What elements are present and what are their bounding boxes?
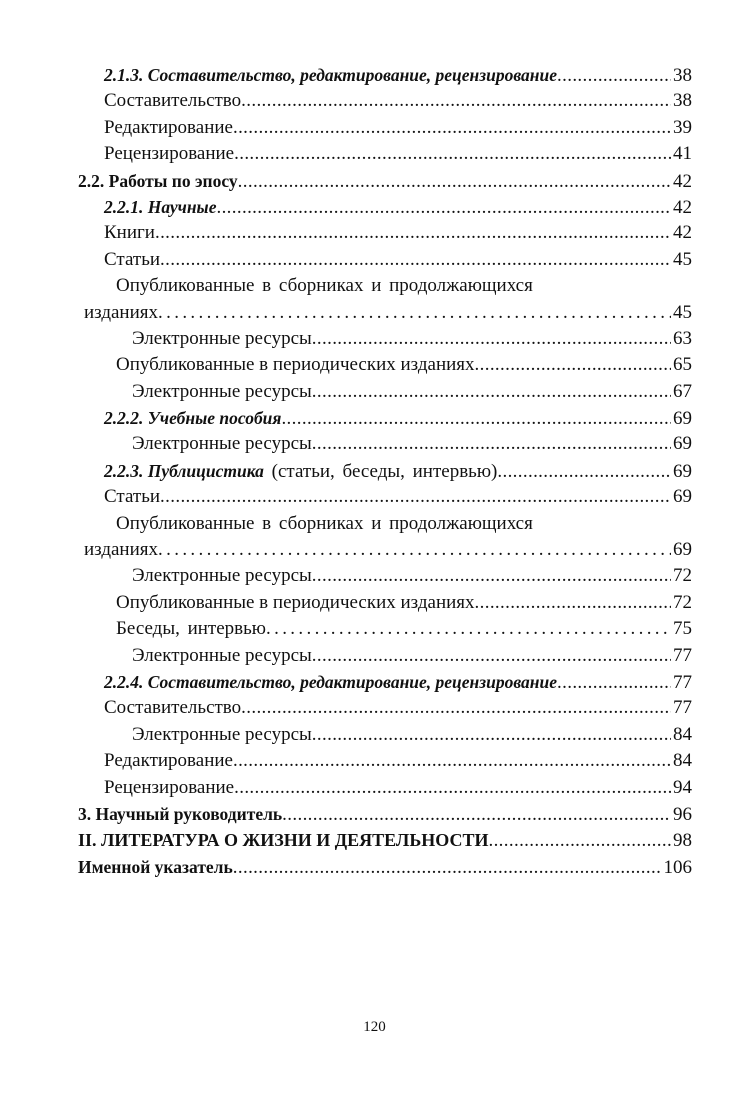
toc-entry-page: 77 xyxy=(673,697,692,719)
toc-entry-label: Опубликованные в периодических изданиях xyxy=(116,354,475,376)
toc-entry-page: 69 xyxy=(673,539,692,561)
dot-leader xyxy=(312,379,671,405)
toc-entry xyxy=(78,379,692,405)
toc-entry-lead: Опубликованные в сборниках и продолжающихся xyxy=(116,512,533,534)
toc-entry xyxy=(78,801,692,827)
toc-entry xyxy=(78,695,692,721)
toc-entry xyxy=(78,669,692,695)
dot-leader xyxy=(233,748,671,774)
toc-entry-label: Электронные ресурсы xyxy=(132,380,312,402)
toc-entry-label-bold: 2.2.3. Публицистика xyxy=(104,460,264,481)
toc-entry xyxy=(78,484,692,510)
toc-entry-lead: Опубликованные в сборниках и продолжающихся xyxy=(116,275,533,297)
dot-leader xyxy=(266,616,671,642)
toc-entry-page: 96 xyxy=(673,803,692,825)
toc-entry-label: Редактирование xyxy=(104,750,233,772)
dot-leader xyxy=(557,670,671,696)
toc-entry xyxy=(78,722,692,748)
toc-entry-page: 39 xyxy=(673,116,692,138)
toc-entry-label: изданиях xyxy=(84,539,159,561)
toc-entry-label: 2.1.3. Составительство, редактирование, рецензирование xyxy=(104,65,558,85)
toc-entry-page: 42 xyxy=(673,196,692,218)
toc-entry-label: Электронные ресурсы xyxy=(132,327,312,349)
toc-entry-label: Статьи xyxy=(104,248,161,270)
toc-entry-page: 94 xyxy=(673,776,692,798)
toc-entry-label: Беседы, интервью xyxy=(116,618,266,640)
toc-entry-label: Электронные ресурсы xyxy=(132,723,312,745)
dot-leader xyxy=(216,195,671,221)
toc-entry-label: Составительство xyxy=(104,90,242,112)
toc-entry xyxy=(78,775,692,801)
toc-entry xyxy=(78,115,692,141)
toc-entry-label: Книги xyxy=(104,222,155,244)
toc-entry xyxy=(78,300,692,326)
toc-entry xyxy=(78,88,692,114)
toc-entry xyxy=(78,220,692,246)
dot-leader xyxy=(233,855,662,881)
toc-entry xyxy=(78,537,692,563)
dot-leader xyxy=(488,828,671,854)
toc-entry-page: 38 xyxy=(673,90,692,112)
toc-entry xyxy=(78,431,692,457)
toc-entry-page: 69 xyxy=(673,408,692,430)
dot-leader xyxy=(233,115,671,141)
dot-leader xyxy=(312,326,671,352)
toc-entry-page: 45 xyxy=(673,301,692,323)
toc-entry-label: Рецензирование xyxy=(104,143,235,165)
toc-entry xyxy=(78,563,692,589)
dot-leader xyxy=(158,300,671,326)
page-number: 120 xyxy=(363,1019,386,1035)
dot-leader xyxy=(241,695,671,721)
toc-entry-page: 67 xyxy=(673,380,692,402)
toc-entry-page: 65 xyxy=(673,354,692,376)
toc-entry xyxy=(78,748,692,774)
dot-leader xyxy=(160,484,671,510)
toc-entry-page: 77 xyxy=(673,644,692,666)
toc-entry-label: 2.2. Работы по эпосу xyxy=(78,170,238,191)
toc-entry-page: 72 xyxy=(673,565,692,587)
dot-leader xyxy=(312,643,671,669)
dot-leader xyxy=(238,169,671,195)
table-of-contents xyxy=(78,62,692,880)
toc-entry-page: 42 xyxy=(673,222,692,244)
toc-entry-label: 3. Научный руководитель xyxy=(78,803,283,824)
toc-entry-label: Электронные ресурсы xyxy=(132,433,312,455)
dot-leader xyxy=(158,537,671,563)
toc-entry-page: 45 xyxy=(673,248,692,270)
dot-leader xyxy=(475,590,671,616)
dot-leader xyxy=(241,88,671,114)
toc-entry-page: 77 xyxy=(673,671,692,693)
toc-entry-page: 75 xyxy=(673,618,692,640)
toc-entry-page: 106 xyxy=(663,856,692,878)
toc-entry-label: Статьи xyxy=(104,486,161,508)
toc-entry xyxy=(78,854,692,880)
toc-entry-page: 69 xyxy=(673,460,692,482)
dot-leader xyxy=(155,220,671,246)
toc-entry xyxy=(78,616,692,642)
toc-entry-page: 38 xyxy=(673,65,692,86)
dot-leader xyxy=(497,459,671,485)
toc-entry xyxy=(78,590,692,616)
toc-entry-label: Рецензирование xyxy=(104,776,235,798)
dot-leader xyxy=(312,563,671,589)
dot-leader xyxy=(475,352,671,378)
toc-entry-page: 72 xyxy=(673,591,692,613)
toc-entry-page: 84 xyxy=(673,723,692,745)
toc-entry-label: Именной указатель xyxy=(78,856,233,877)
toc-entry xyxy=(78,352,692,378)
toc-entry-label: Редактирование xyxy=(104,116,233,138)
toc-entry xyxy=(78,62,692,88)
toc-entry-page: 63 xyxy=(673,327,692,349)
toc-entry xyxy=(78,405,692,431)
toc-entry-label: Составительство xyxy=(104,697,242,719)
dot-leader xyxy=(234,141,671,167)
toc-entry-page: 42 xyxy=(673,170,692,192)
toc-entry-label: II. ЛИТЕРАТУРА О ЖИЗНИ И ДЕЯТЕЛЬНОСТИ xyxy=(78,830,489,851)
toc-entry xyxy=(78,458,692,484)
toc-entry-label: Электронные ресурсы xyxy=(132,644,312,666)
dot-leader xyxy=(312,431,671,457)
toc-entry-page: 98 xyxy=(673,830,692,852)
dot-leader xyxy=(234,775,671,801)
toc-entry-label xyxy=(104,458,497,485)
toc-entry xyxy=(78,247,692,273)
toc-entry xyxy=(78,827,692,853)
toc-entry-label: 2.2.1. Научные xyxy=(104,196,217,217)
toc-entry xyxy=(78,326,692,352)
toc-entry-label: изданиях xyxy=(84,301,159,323)
toc-entry xyxy=(78,168,692,194)
toc-entry-label: Электронные ресурсы xyxy=(132,565,312,587)
dot-leader xyxy=(557,63,671,89)
toc-entry-page: 69 xyxy=(673,486,692,508)
toc-entry-label: 2.2.2. Учебные пособия xyxy=(104,408,282,429)
toc-entry-page: 69 xyxy=(673,433,692,455)
dot-leader xyxy=(282,802,671,828)
dot-leader xyxy=(281,406,671,432)
toc-entry-page: 41 xyxy=(673,143,692,165)
toc-entry-page: 84 xyxy=(673,750,692,772)
dot-leader xyxy=(160,247,671,273)
toc-entry-label: Опубликованные в периодических изданиях xyxy=(116,591,475,613)
dot-leader xyxy=(312,722,671,748)
toc-entry-label: 2.2.4. Составительство, редактирование, рецензирование xyxy=(104,671,558,692)
toc-entry-label-suffix: (статьи, беседы, интервью) xyxy=(263,460,498,482)
toc-entry xyxy=(78,141,692,167)
toc-entry xyxy=(78,194,692,220)
toc-entry xyxy=(78,643,692,669)
